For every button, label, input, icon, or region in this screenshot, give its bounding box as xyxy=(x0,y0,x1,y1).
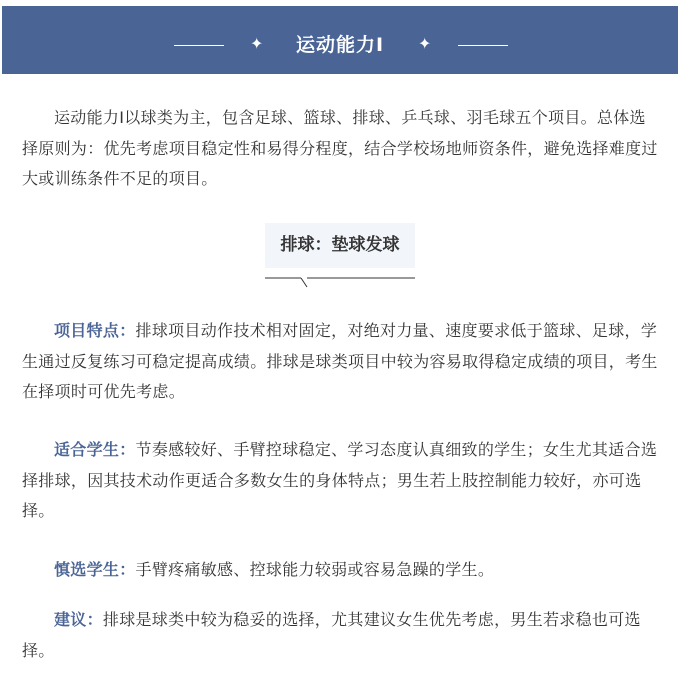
title-banner xyxy=(2,6,678,74)
section-label: 慎选学生： xyxy=(54,560,136,579)
banner-title: 运动能力Ⅰ xyxy=(295,34,385,56)
star-ornament-icon: ✦ xyxy=(418,34,432,53)
section-label: 适合学生： xyxy=(54,440,136,459)
banner-right-rule xyxy=(458,45,508,46)
section-advice xyxy=(22,605,662,666)
section-suitable xyxy=(22,435,662,527)
section-label: 建议： xyxy=(54,610,103,629)
intro-paragraph: 运动能力Ⅰ以球类为主，包含足球、篮球、排球、乒乓球、羽毛球五个项目。总体选择原则为：优先考虑项目稳定性和易得分程度，结合学校场地师资条件，避免选择难度过大或训练条件不足的项目。 xyxy=(22,108,658,188)
section-caution xyxy=(22,555,662,586)
subhead-underline-icon xyxy=(265,270,415,290)
section-text: 节奏感较好、手臂控球稳定、学习态度认真细致的学生；女生尤其适合选择排球，因其技术动作更适合多数女生的身体特点；男生若上肢控制能力较好，亦可选择。 xyxy=(22,440,658,520)
subhead-title: 排球：垫球发球 xyxy=(280,235,400,255)
section-label: 项目特点： xyxy=(54,321,136,340)
star-ornament-icon: ✦ xyxy=(250,34,264,53)
section-text: 排球项目动作技术相对固定，对绝对力量、速度要求低于篮球、足球，学生通过反复练习可稳定提高成绩。排球是球类项目中较为容易取得稳定成绩的项目，考生在择项时可优先考虑。 xyxy=(22,321,658,401)
section-features xyxy=(22,316,662,408)
section-text: 手臂疼痛敏感、控球能力较弱或容易急躁的学生。 xyxy=(135,560,495,579)
section-text: 排球是球类中较为稳妥的选择，尤其建议女生优先考虑，男生若求稳也可选择。 xyxy=(22,610,641,660)
